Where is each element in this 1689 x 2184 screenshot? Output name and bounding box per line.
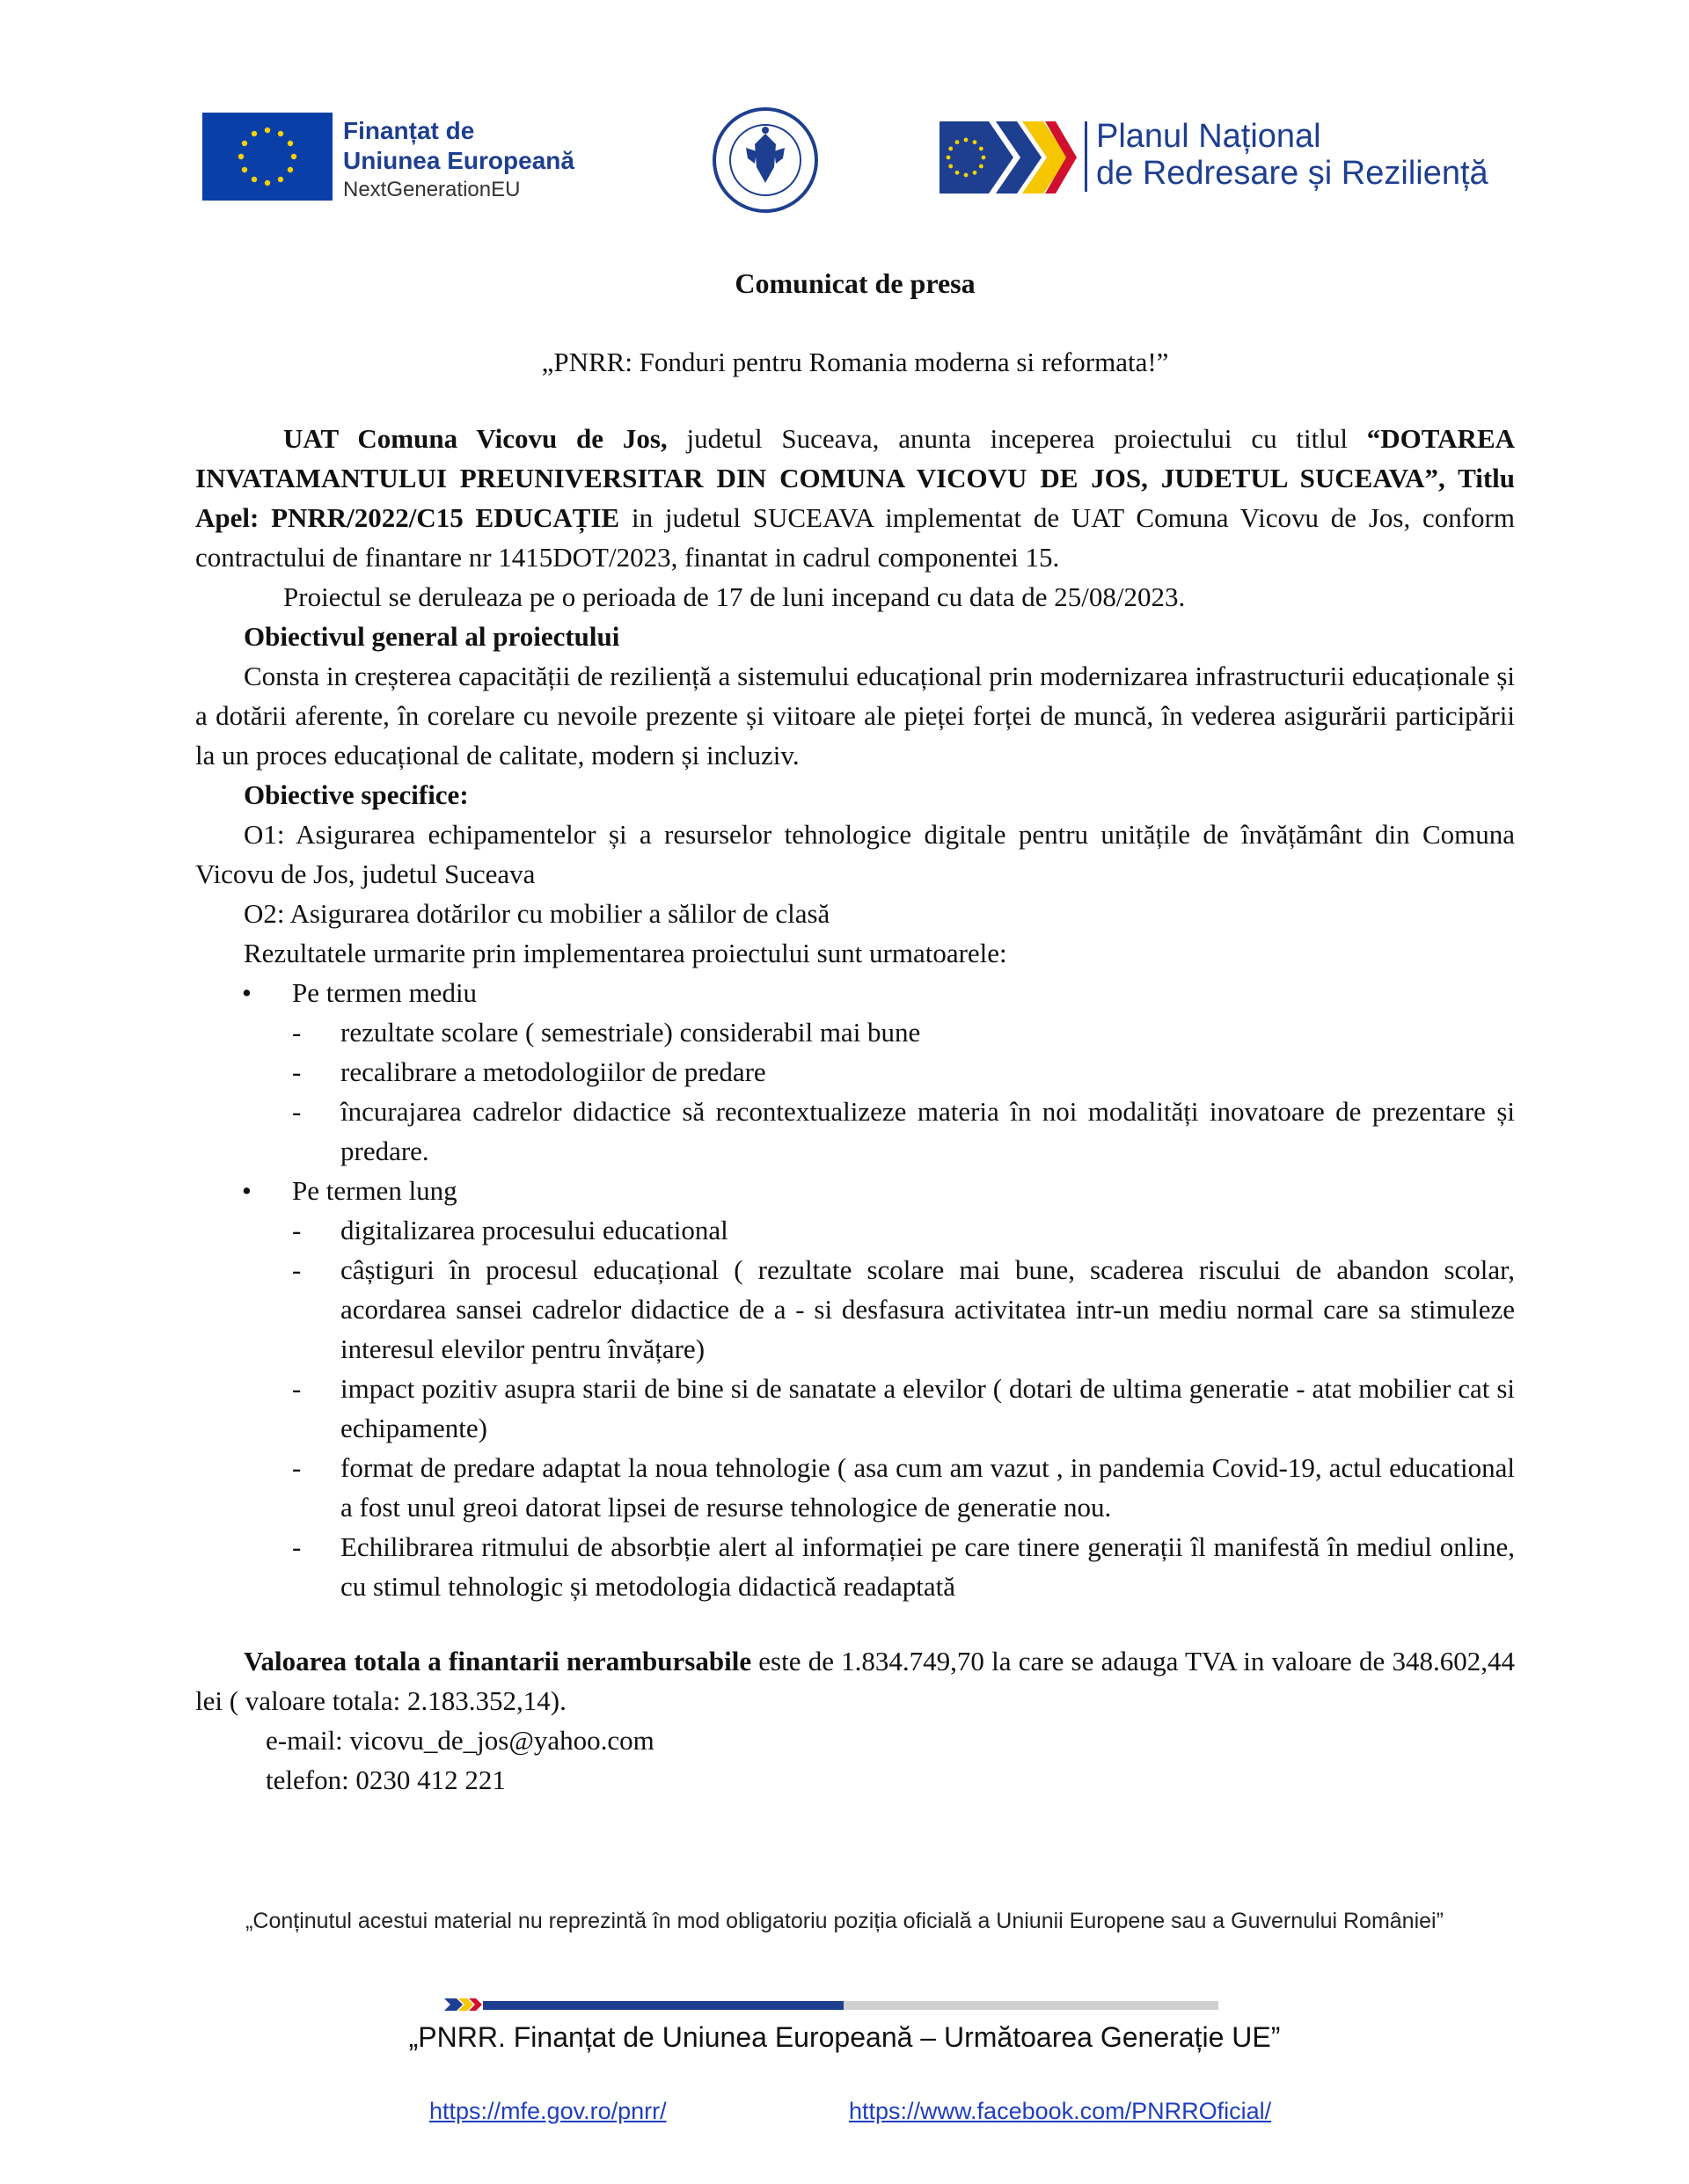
- eu-logo-line3: NextGenerationEU: [343, 178, 521, 201]
- dash-icon: -: [292, 1452, 302, 1483]
- pnrr-website-link[interactable]: https://mfe.gov.ro/pnrr/: [429, 2098, 667, 2124]
- list-item-text: rezultate scolare ( semestriale) considerabil mai bune: [340, 1017, 921, 1048]
- press-release-body: [195, 264, 1515, 1800]
- star-icon: [288, 141, 293, 146]
- list-item: [195, 1250, 1515, 1369]
- dash-icon: -: [292, 1254, 302, 1285]
- star-icon: [265, 128, 270, 133]
- star-icon: [947, 156, 951, 160]
- general-objective-heading: Obiectivul general al proiectului: [244, 621, 620, 652]
- pnrr-arrow-flag-icon: [940, 121, 1077, 194]
- results-intro: Rezultatele urmarite prin implementarea proiectului sunt urmatoarele:: [244, 938, 1007, 968]
- list-item-text: format de predare adaptat la noua tehnologie ( asa cum am vazut , in pandemia Covid-19, actul educational a fost unul greoi datorat lipsei de resurse tehnologice de generatie nou.: [340, 1452, 1515, 1523]
- star-icon: [278, 177, 283, 182]
- eu-logo-line1: Finanțat de: [343, 117, 475, 144]
- medium-term-label: Pe termen mediu: [292, 977, 478, 1008]
- star-icon: [265, 180, 270, 186]
- star-icon: [252, 177, 257, 182]
- financing-value-paragraph: [195, 1641, 1515, 1720]
- star-icon: [278, 131, 283, 136]
- page-title: Comunicat de presa: [735, 267, 976, 299]
- medium-term-list: [195, 1012, 1515, 1171]
- dash-icon: -: [292, 1531, 302, 1562]
- long-term-list: [195, 1210, 1515, 1606]
- objective-o1-text: O1: Asigurarea echipamentelor și a resurselor tehnologice digitale pentru unitățile de învățământ din Comuna Vicovu de Jos, judetul Suceava: [195, 819, 1515, 889]
- disclaimer-text: „Conținutul acestui material nu reprezintă în mod obligatoriu poziția oficială a Uniunii Europene sau a Guvernului României”: [245, 1909, 1444, 1933]
- contact-phone: telefon: 0230 412 221: [266, 1764, 506, 1795]
- list-item-text: digitalizarea procesului educational: [340, 1215, 728, 1245]
- list-item-text: câștiguri în procesul educațional ( rezultate scolare mai bune, scaderea riscului de abandon scolar, acordarea sansei cadrelor didactice de a - si desfasura activitatea intr-un mediu normal care sa stimuleze interesul elevilor pentru învățare): [340, 1254, 1515, 1364]
- star-icon: [964, 173, 969, 178]
- slogan: „PNRR: Fonduri pentru Romania moderna si reformata!”: [541, 347, 1169, 377]
- results-list: [195, 973, 1515, 1012]
- list-item-text: recalibrare a metodologiilor de predare: [340, 1056, 766, 1087]
- list-item: [195, 1527, 1515, 1606]
- star-icon: [973, 140, 977, 144]
- star-icon: [242, 141, 247, 146]
- intro-bold-title: “DOTAREA INVATAMANTULUI PREUNIVERSITAR DIN COMUNA VICOVU DE JOS, JUDETUL SUCEAVA”, Titlu Apel: PNRR/2022/C15 EDUCAȚIE: [195, 423, 1516, 533]
- star-icon: [979, 164, 983, 169]
- results-list-long: [195, 1171, 1515, 1210]
- dash-icon: -: [292, 1373, 302, 1404]
- government-seal-icon: [711, 106, 820, 215]
- star-icon: [291, 154, 296, 159]
- list-item: [195, 1012, 1515, 1052]
- list-item: [195, 1092, 1515, 1171]
- star-icon: [982, 156, 986, 160]
- star-icon: [955, 140, 960, 144]
- intro-text2: in judetul SUCEAVA implementat de UAT Comuna Vicovu de Jos, conform contractului de finantare nr 1415DOT/2023, finantat in cadrul componentei 15.: [195, 502, 1515, 573]
- long-term-label: Pe termen lung: [292, 1175, 457, 1206]
- financing-value-bold: Valoarea totala a finantarii nerambursabile: [244, 1646, 752, 1676]
- footer-slogan: „PNRR. Finanțat de Uniunea Europeană – Următoarea Generație UE”: [408, 2021, 1281, 2053]
- list-item: [195, 1052, 1515, 1092]
- star-icon: [948, 164, 953, 169]
- eu-funding-logo: [202, 113, 616, 209]
- dash-icon: -: [292, 1096, 302, 1127]
- pnrr-logo: [940, 114, 1503, 202]
- contact-email: e-mail: vicovu_de_jos@yahoo.com: [266, 1725, 654, 1756]
- dash-icon: -: [292, 1056, 302, 1087]
- footer-color-bar: [444, 1998, 1218, 2011]
- financing-value-text: este de 1.834.749,70 la care se adauga TVA in valoare de 348.602,44 lei ( valoare totala: 2.183.352,14).: [195, 1646, 1515, 1716]
- star-icon: [948, 147, 953, 151]
- header-logos: [0, 106, 1689, 220]
- list-item: [195, 1448, 1515, 1527]
- list-item: [195, 1369, 1515, 1448]
- star-icon: [288, 167, 293, 172]
- specific-objectives-heading: Obiective specifice:: [244, 779, 469, 810]
- intro-bold-uat: UAT Comuna Vicovu de Jos,: [283, 423, 668, 454]
- list-item: [195, 973, 1515, 1012]
- bullet-icon: •: [242, 977, 252, 1008]
- pnrr-logo-line1: Planul Național: [1096, 118, 1321, 155]
- star-icon: [973, 171, 977, 175]
- objective-o2: O2: Asigurarea dotărilor cu mobilier a sălilor de clasă: [244, 898, 830, 929]
- star-icon: [955, 171, 960, 175]
- list-item: [195, 1171, 1515, 1210]
- intro-paragraph: [195, 419, 1515, 577]
- list-item-text: încurajarea cadrelor didactice să recontextualizeze materia în noi modalități inovatoare de prezentare și predare.: [340, 1096, 1515, 1166]
- star-icon: [242, 167, 247, 172]
- general-objective-text: [195, 656, 1515, 775]
- intro-text1: judetul Suceava, anunta inceperea proiectului cu titlul: [667, 423, 1367, 454]
- star-icon: [979, 147, 983, 151]
- pnrr-logo-line2: de Redresare și Reziliență: [1096, 155, 1488, 192]
- dash-icon: -: [292, 1017, 302, 1048]
- objective-o1: [195, 814, 1515, 894]
- star-icon: [252, 131, 257, 136]
- list-item-text: impact pozitiv asupra starii de bine si de sanatate a elevilor ( dotari de ultima generatie - atat mobilier cat si echipamente): [340, 1373, 1515, 1443]
- star-icon: [964, 138, 969, 142]
- period-paragraph: Proiectul se deruleaza pe o perioada de 17 de luni incepand cu data de 25/08/2023.: [283, 581, 1186, 612]
- pnrr-separator: [1085, 121, 1087, 192]
- list-item: [195, 1210, 1515, 1250]
- dash-icon: -: [292, 1215, 302, 1245]
- bullet-icon: •: [242, 1175, 252, 1206]
- general-objective-content: Consta in creșterea capacității de reziliență a sistemului educațional prin modernizarea infrastructurii educaționale și a dotării aferente, în corelare cu nevoile prezente și viitoare ale pieței forței de muncă, în vederea asigurării participării la un proces educațional de calitate, modern și incluziv.: [195, 661, 1515, 771]
- eu-logo-line2: Uniunea Europeană: [343, 147, 574, 174]
- eu-flag-icon: [202, 113, 333, 201]
- star-icon: [238, 154, 244, 159]
- list-item-text: Echilibrarea ritmului de absorbție alert al informației pe care tinere generații îl manifestă în mediul online, cu stimul tehnologic și metodologia didactică readaptată: [340, 1531, 1515, 1602]
- facebook-link[interactable]: https://www.facebook.com/PNRROficial/: [849, 2098, 1272, 2124]
